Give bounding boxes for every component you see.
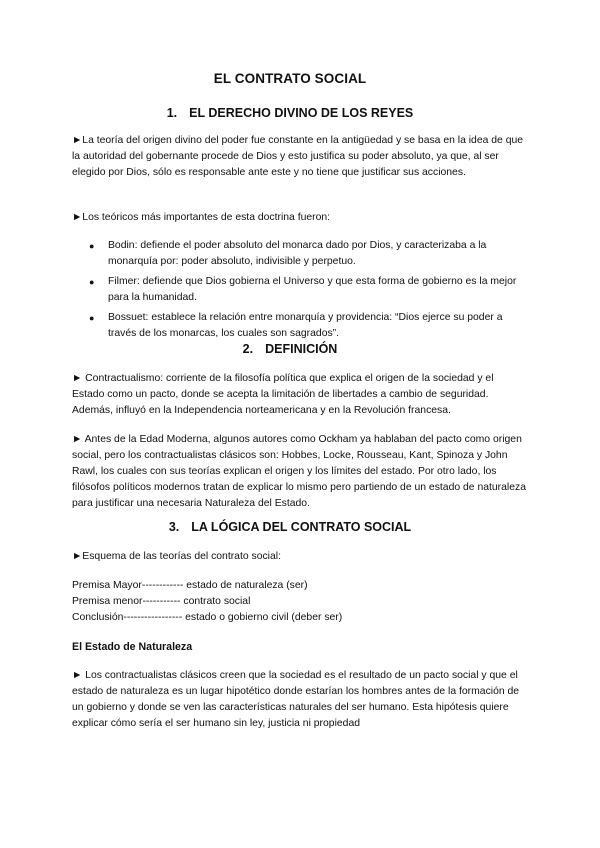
section-1-bullet-list	[87, 238, 532, 346]
list-item	[87, 310, 532, 342]
section-2-paragraph-2: ► Antes de la Edad Moderna, algunos autores como Ockham ya hablaban del pacto como origen social, pero los contractualistas clásicos son: Hobbes, Locke, Rousseau, Kant, Spinoza y John Rawl, los cuales con sus teorías explican el origen y los límites del estado. Por otro lado, los filósofos políticos modernos tratan de explicar lo mismo pero partiendo de un estado de naturaleza para justificar una necesaria Naturaleza del Estado.	[72, 434, 526, 509]
section-1-number: 1.	[166, 106, 178, 120]
scheme-line-conclusion: Conclusión----------------- estado o gobierno civil (deber ser)	[72, 612, 343, 623]
list-item	[87, 274, 532, 306]
section-3-title: LA LÓGICA DEL CONTRATO SOCIAL	[191, 520, 412, 534]
section-1-title: EL DERECHO DIVINO DE LOS REYES	[189, 106, 414, 120]
scheme-line-major: Premisa Mayor------------ estado de naturaleza (ser)	[72, 580, 308, 591]
section-2-number: 2.	[242, 342, 254, 356]
subsection-paragraph: ► Los contractualistas clásicos creen que la sociedad es el resultado de un pacto social y que el estado de naturaleza es un lugar hipotético donde estarían los hombres antes de la formación de un gobierno y donde se ven las características naturales del ser humano. Esta hipótesis quiere explicar cómo sería el ser humano sin ley, justicia ni propiedad	[72, 670, 520, 729]
section-1-paragraph-2: ►Los teóricos más importantes de esta doctrina fueron:	[72, 212, 331, 223]
section-2-paragraph-1: ► Contractualismo: corriente de la filosofía política que explica el origen de la sociedad y el Estado como un pacto, donde se acepta la limitación de libertades a cambio de seguridad. Además, influyó en la Independencia norteamericana y en la Revolución francesa.	[72, 373, 494, 416]
section-2-title: DEFINICIÓN	[265, 342, 338, 356]
list-item	[87, 238, 532, 270]
section-3-number: 3.	[168, 520, 180, 534]
bullet-text: Filmer: defiende que Dios gobierna el Universo y que esta forma de gobierno es la mejor para la humanidad.	[108, 276, 517, 303]
bullet-dot-icon: ●	[89, 241, 95, 251]
bullet-dot-icon: ●	[89, 313, 95, 323]
scheme-line-minor: Premisa menor----------- contrato social	[72, 596, 251, 607]
document-title: EL CONTRATO SOCIAL	[213, 71, 367, 86]
section-2-heading	[0, 342, 580, 356]
section-3-heading	[0, 520, 580, 534]
section-1-paragraph-1: ►La teoría del origen divino del poder fue constante en la antigüedad y se basa en la idea de que la autoridad del gobernante procede de Dios y esto justifica su poder absoluto, ya que, al ser elegido por Dios, sólo es responsable ante este y no tiene que justificar sus acciones.	[72, 135, 524, 178]
bullet-dot-icon: ●	[89, 277, 95, 287]
subsection-heading: El Estado de Naturaleza	[72, 641, 193, 653]
section-3-intro: ►Esquema de las teorías del contrato social:	[72, 551, 281, 562]
bullet-text: Bodin: defiende el poder absoluto del monarca dado por Dios, y caracterizaba a la monarquía por: poder absoluto, indivisible y perpetuo.	[108, 240, 487, 267]
section-1-heading	[0, 106, 580, 120]
bullet-text: Bossuet: establece la relación entre monarquía y providencia: “Dios ejerce su poder a través de los monarcas, los cuales son sagrados”.	[108, 312, 503, 339]
